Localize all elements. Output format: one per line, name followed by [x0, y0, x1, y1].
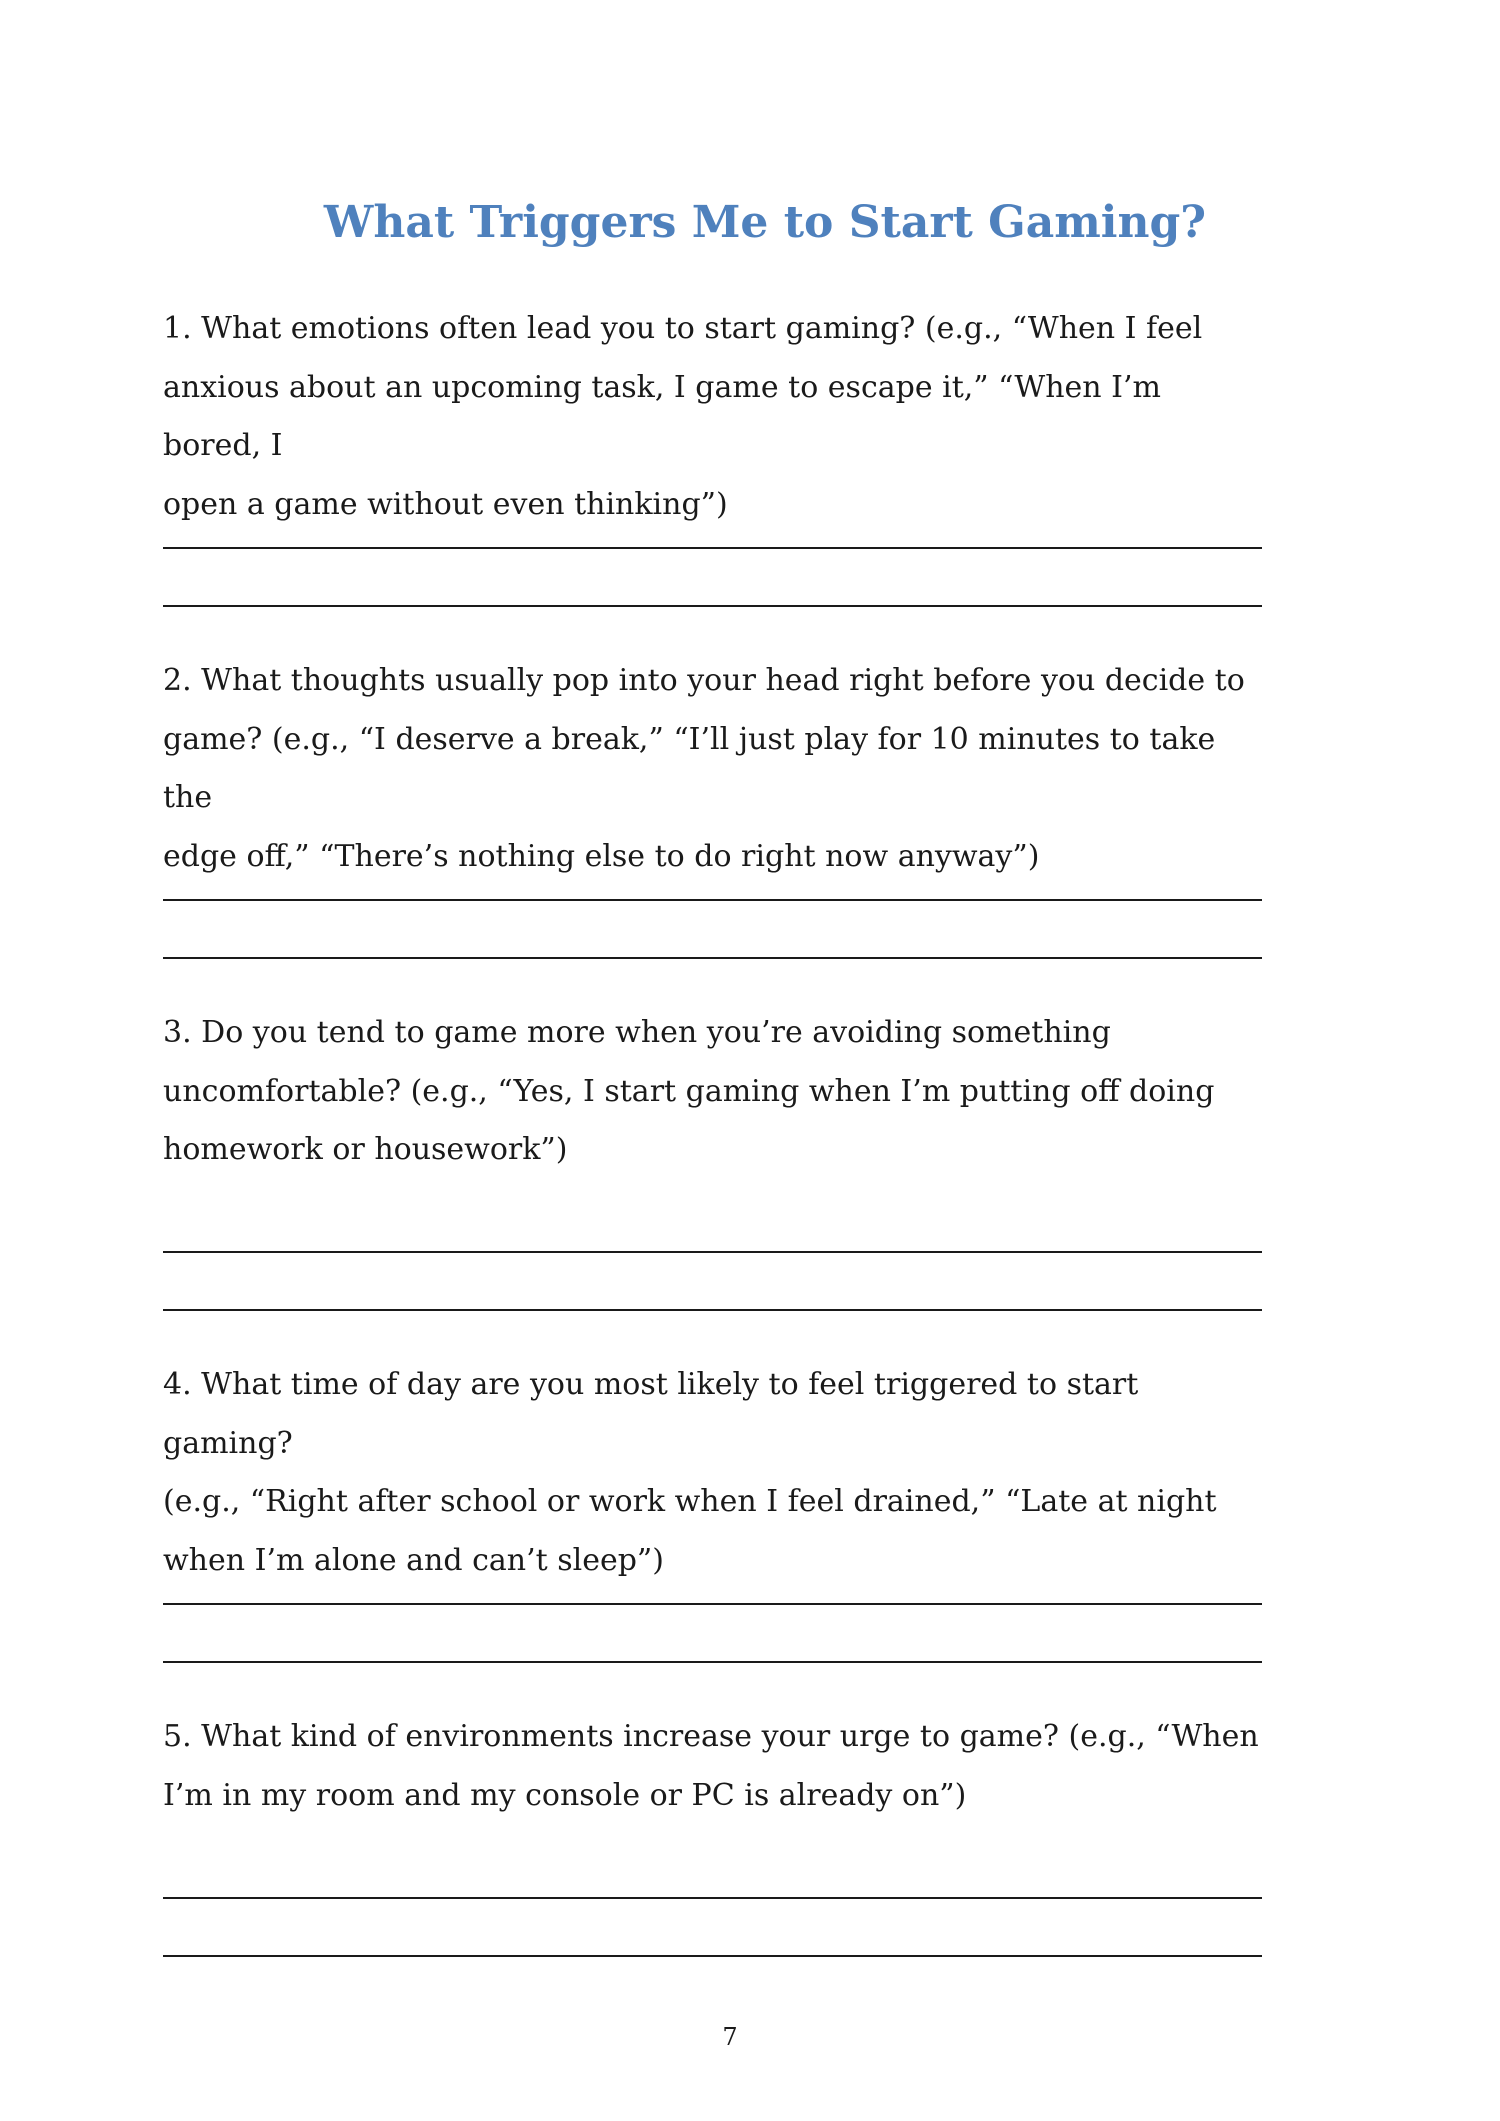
question-5-text: 5. What kind of environments increase your urge to game? (e.g., “When I’m in my room and my console or PC is already on”) — [163, 1719, 1259, 1813]
answer-line-5b[interactable] — [163, 1955, 1262, 1957]
question-4 — [163, 1356, 1263, 1590]
question-1 — [163, 300, 1263, 534]
answer-line-1b[interactable] — [163, 605, 1262, 607]
page-number: 7 — [722, 2023, 738, 2051]
question-2-text: 2. What thoughts usually pop into your head right before you decide to game? (e.g., “I deserve a break,” “I’ll just play for 10 minutes to take the edge off,” “There’s nothing else to do right now anyway”) — [163, 663, 1245, 874]
page-title: What Triggers Me to Start Gaming? — [323, 197, 1207, 248]
question-4-text: 4. What time of day are you most likely to feel triggered to start gaming? (e.g., “Right after school or work when I feel drained,” “Late at night when I’m alone and can’t sleep”) — [163, 1367, 1217, 1578]
question-5 — [163, 1708, 1263, 1825]
answer-line-2a[interactable] — [163, 899, 1262, 901]
answer-line-3a[interactable] — [163, 1251, 1262, 1253]
question-1-text: 1. What emotions often lead you to start gaming? (e.g., “When I feel anxious about an upcoming task, I game to escape it,” “When I’m bored, I open a game without even thinking”) — [163, 311, 1203, 522]
question-3-text: 3. Do you tend to game more when you’re avoiding something uncomfortable? (e.g., “Yes, I start gaming when I’m putting off doing homework or housework”) — [163, 1015, 1215, 1167]
answer-line-3b[interactable] — [163, 1309, 1262, 1311]
answer-line-1a[interactable] — [163, 547, 1262, 549]
question-3 — [163, 1004, 1263, 1180]
answer-line-4a[interactable] — [163, 1603, 1262, 1605]
answer-line-4b[interactable] — [163, 1661, 1262, 1663]
question-2 — [163, 652, 1263, 886]
answer-line-2b[interactable] — [163, 957, 1262, 959]
answer-line-5a[interactable] — [163, 1897, 1262, 1899]
